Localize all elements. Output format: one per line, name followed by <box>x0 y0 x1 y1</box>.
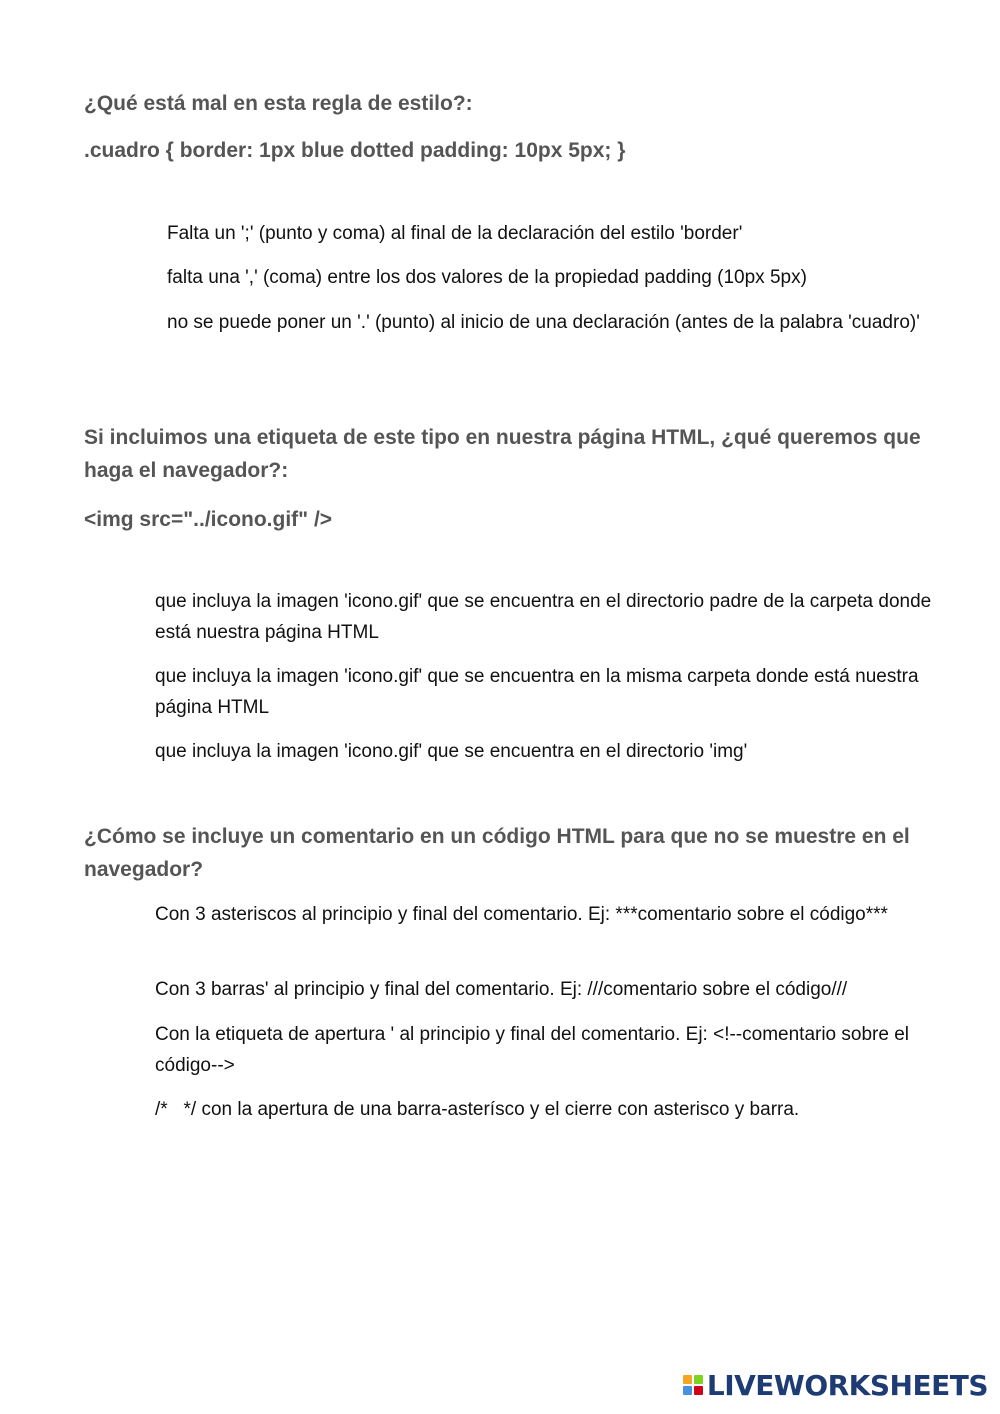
question-2-title: Si incluimos una etiqueta de este tipo en nuestra página HTML, ¿qué queremos que haga el navegador?: <box>84 426 921 482</box>
question-3-title: ¿Cómo se incluye un comentario en un código HTML para que no se muestre en el navegador? <box>84 825 910 881</box>
logo-square-2 <box>694 1375 703 1384</box>
question-3-option-3[interactable]: Con la etiqueta de apertura ' al principio y final del comentario. Ej: <!--comentario sobre el código--> <box>155 1024 909 1076</box>
question-1-title: ¿Qué está mal en esta regla de estilo?: <box>84 92 473 115</box>
question-3-option-1[interactable]: Con 3 asteriscos al principio y final del comentario. Ej: ***comentario sobre el código*** <box>155 904 888 925</box>
logo-square-3 <box>683 1386 692 1395</box>
question-1-option-1[interactable]: Falta un ';' (punto y coma) al final de la declaración del estilo 'border' <box>167 223 743 244</box>
question-1-code: .cuadro { border: 1px blue dotted padding: 10px 5px; } <box>84 139 626 162</box>
logo-mark-icon <box>683 1375 703 1395</box>
question-2-option-2[interactable]: que incluya la imagen 'icono.gif' que se encuentra en la misma carpeta donde está nuestra página HTML <box>155 666 919 718</box>
logo-text: LIVEWORKSHEETS <box>706 1368 988 1402</box>
question-1-option-3[interactable]: no se puede poner un '.' (punto) al inicio de una declaración (antes de la palabra 'cuadro)' <box>167 312 920 333</box>
question-3-option-2[interactable]: Con 3 barras' al principio y final del comentario. Ej: ///comentario sobre el código/// <box>155 979 848 1000</box>
question-2-option-3[interactable]: que incluya la imagen 'icono.gif' que se encuentra en el directorio 'img' <box>155 741 748 762</box>
question-2-code: <img src="../icono.gif" /> <box>84 508 333 531</box>
logo-square-1 <box>683 1375 692 1384</box>
question-3-option-4[interactable]: /* */ con la apertura de una barra-asterísco y el cierre con asterisco y barra. <box>155 1099 800 1120</box>
liveworksheets-logo <box>683 1368 988 1402</box>
logo-square-4 <box>694 1386 703 1395</box>
question-2-option-1[interactable]: que incluya la imagen 'icono.gif' que se encuentra en el directorio padre de la carpeta donde está nuestra página HTML <box>155 591 932 643</box>
question-1-option-2[interactable]: falta una ',' (coma) entre los dos valores de la propiedad padding (10px 5px) <box>167 267 807 288</box>
